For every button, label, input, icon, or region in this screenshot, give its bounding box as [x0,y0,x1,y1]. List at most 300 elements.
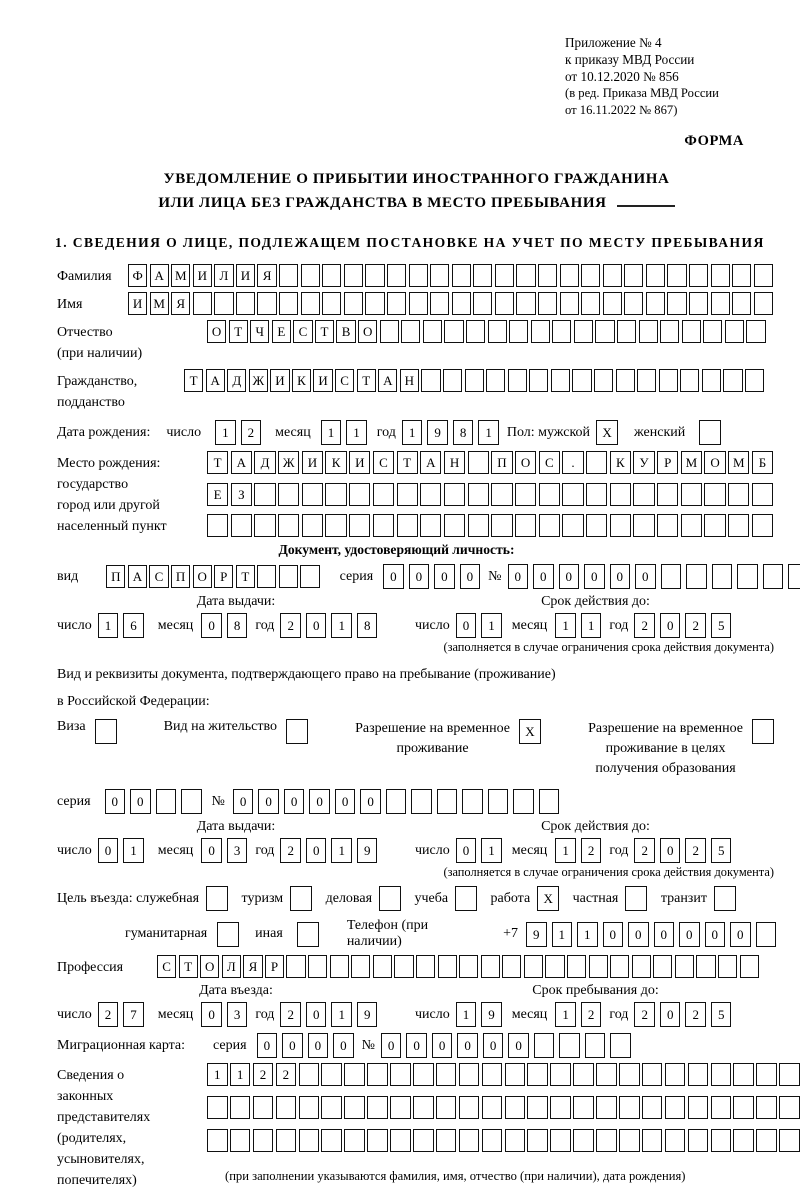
char-cell[interactable] [279,264,298,287]
char-cell[interactable]: Р [214,565,233,588]
char-cell[interactable]: С [149,565,168,588]
char-cell[interactable]: С [157,955,176,978]
char-cell[interactable] [452,264,471,287]
char-cell[interactable]: 1 [552,922,573,947]
char-cell[interactable] [779,1129,800,1152]
char-cell[interactable] [567,955,586,978]
char-cell[interactable] [538,292,557,315]
char-cell[interactable] [737,564,758,589]
char-cell[interactable]: М [681,451,702,474]
char-cell[interactable] [253,1096,274,1119]
char-cell[interactable]: 5 [711,838,732,863]
char-cell[interactable] [539,789,560,814]
char-cell[interactable] [301,264,320,287]
char-cell[interactable] [276,1129,297,1152]
char-cell[interactable]: Ф [128,264,147,287]
char-cell[interactable] [527,1063,548,1086]
char-cell[interactable] [552,320,571,343]
char-cell[interactable] [217,922,239,947]
char-cell[interactable]: 2 [280,613,301,638]
char-cell[interactable] [436,1129,457,1152]
char-cell[interactable] [665,1096,686,1119]
char-cell[interactable] [515,483,536,506]
char-cell[interactable] [702,369,721,392]
char-cell[interactable]: Л [222,955,241,978]
char-cell[interactable]: 5 [711,1002,732,1027]
char-cell[interactable]: Ж [278,451,299,474]
char-cell[interactable]: 2 [581,838,602,863]
char-cell[interactable] [505,1096,526,1119]
char-cell[interactable]: 0 [635,564,656,589]
char-cell[interactable] [653,955,672,978]
char-cell[interactable] [465,369,484,392]
char-cell[interactable] [545,955,564,978]
char-cell[interactable] [704,483,725,506]
char-cell[interactable] [688,1063,709,1086]
char-cell[interactable] [573,1096,594,1119]
char-cell[interactable]: Н [444,451,465,474]
char-cell[interactable] [550,1096,571,1119]
char-cell[interactable] [214,292,233,315]
char-cell[interactable]: И [128,292,147,315]
char-cell[interactable] [420,483,441,506]
char-cell[interactable]: 0 [105,789,126,814]
char-cell[interactable] [365,292,384,315]
char-cell[interactable] [379,886,401,911]
char-cell[interactable]: Я [171,292,190,315]
char-cell[interactable]: О [207,320,226,343]
char-cell[interactable] [436,1096,457,1119]
char-cell[interactable] [513,789,534,814]
char-cell[interactable] [181,789,202,814]
char-cell[interactable]: 0 [457,1033,478,1058]
char-cell[interactable]: О [358,320,377,343]
char-cell[interactable]: Т [207,451,228,474]
char-cell[interactable] [297,922,319,947]
char-cell[interactable]: 0 [98,838,119,863]
char-cell[interactable]: 0 [306,838,327,863]
char-cell[interactable] [279,292,298,315]
char-cell[interactable] [207,1129,228,1152]
char-cell[interactable] [502,955,521,978]
char-cell[interactable] [529,369,548,392]
char-cell[interactable] [413,1063,434,1086]
char-cell[interactable] [409,264,428,287]
char-cell[interactable]: 1 [98,613,119,638]
char-cell[interactable]: 0 [284,789,305,814]
char-cell[interactable] [711,292,730,315]
char-cell[interactable]: А [206,369,225,392]
char-cell[interactable] [505,1129,526,1152]
char-cell[interactable] [539,514,560,537]
char-cell[interactable] [279,565,298,588]
char-cell[interactable] [616,369,635,392]
char-cell[interactable]: С [293,320,312,343]
char-cell[interactable] [373,955,392,978]
char-cell[interactable] [574,320,593,343]
char-cell[interactable] [421,369,440,392]
char-cell[interactable]: 1 [321,420,342,445]
char-cell[interactable] [299,1129,320,1152]
char-cell[interactable] [430,264,449,287]
char-cell[interactable] [560,292,579,315]
char-cell[interactable]: 1 [481,838,502,863]
char-cell[interactable] [642,1096,663,1119]
char-cell[interactable] [254,483,275,506]
char-cell[interactable] [610,1033,631,1058]
char-cell[interactable]: Р [657,451,678,474]
char-cell[interactable] [728,514,749,537]
char-cell[interactable] [390,1096,411,1119]
char-cell[interactable] [586,483,607,506]
char-cell[interactable]: 0 [460,564,481,589]
char-cell[interactable] [325,483,346,506]
char-cell[interactable] [413,1096,434,1119]
char-cell[interactable] [718,955,737,978]
char-cell[interactable] [756,1129,777,1152]
char-cell[interactable]: 2 [685,1002,706,1027]
char-cell[interactable]: 0 [508,564,529,589]
char-cell[interactable] [299,1096,320,1119]
char-cell[interactable]: 9 [357,1002,378,1027]
char-cell[interactable] [459,955,478,978]
char-cell[interactable] [455,886,477,911]
char-cell[interactable] [231,514,252,537]
char-cell[interactable]: 6 [123,613,144,638]
char-cell[interactable] [752,514,773,537]
char-cell[interactable] [508,369,527,392]
char-cell[interactable] [206,886,228,911]
char-cell[interactable] [524,955,543,978]
char-cell[interactable]: 0 [360,789,381,814]
char-cell[interactable] [538,264,557,287]
char-cell[interactable] [585,1033,606,1058]
char-cell[interactable]: Ж [249,369,268,392]
char-cell[interactable] [610,514,631,537]
char-cell[interactable]: К [610,451,631,474]
char-cell[interactable]: Т [357,369,376,392]
char-cell[interactable] [619,1063,640,1086]
char-cell[interactable] [711,1129,732,1152]
char-cell[interactable]: И [302,451,323,474]
char-cell[interactable] [488,789,509,814]
char-cell[interactable] [321,1096,342,1119]
char-cell[interactable]: О [515,451,536,474]
char-cell[interactable] [253,1129,274,1152]
char-cell[interactable] [367,1129,388,1152]
char-cell[interactable]: О [704,451,725,474]
char-cell[interactable]: 0 [660,1002,681,1027]
char-cell[interactable] [482,1096,503,1119]
char-cell[interactable] [290,886,312,911]
char-cell[interactable]: У [633,451,654,474]
char-cell[interactable]: А [231,451,252,474]
char-cell[interactable]: 0 [335,789,356,814]
char-cell[interactable]: Т [315,320,334,343]
char-cell[interactable]: X [596,420,618,445]
char-cell[interactable] [321,1063,342,1086]
char-cell[interactable] [444,483,465,506]
char-cell[interactable]: 0 [308,1033,329,1058]
char-cell[interactable] [756,1063,777,1086]
char-cell[interactable] [660,320,679,343]
char-cell[interactable] [491,514,512,537]
char-cell[interactable]: 0 [409,564,430,589]
char-cell[interactable] [711,264,730,287]
char-cell[interactable] [594,369,613,392]
char-cell[interactable]: 0 [628,922,649,947]
char-cell[interactable]: Б [752,451,773,474]
char-cell[interactable]: 1 [346,420,367,445]
char-cell[interactable]: 5 [711,613,732,638]
char-cell[interactable] [642,1063,663,1086]
char-cell[interactable]: . [562,451,583,474]
char-cell[interactable] [301,292,320,315]
char-cell[interactable] [642,1129,663,1152]
char-cell[interactable]: 0 [282,1033,303,1058]
char-cell[interactable] [394,955,413,978]
char-cell[interactable] [646,264,665,287]
char-cell[interactable] [625,886,647,911]
char-cell[interactable] [562,483,583,506]
char-cell[interactable] [763,564,784,589]
char-cell[interactable]: 1 [555,613,576,638]
char-cell[interactable] [207,514,228,537]
char-cell[interactable] [665,1063,686,1086]
char-cell[interactable]: 0 [559,564,580,589]
char-cell[interactable]: 0 [730,922,751,947]
char-cell[interactable] [688,1129,709,1152]
char-cell[interactable]: 1 [207,1063,228,1086]
char-cell[interactable] [596,1063,617,1086]
char-cell[interactable] [573,1063,594,1086]
char-cell[interactable] [704,514,725,537]
char-cell[interactable]: 3 [227,1002,248,1027]
char-cell[interactable] [380,320,399,343]
char-cell[interactable] [444,514,465,537]
char-cell[interactable] [397,514,418,537]
char-cell[interactable] [733,1096,754,1119]
char-cell[interactable]: 0 [306,1002,327,1027]
char-cell[interactable] [409,292,428,315]
char-cell[interactable]: 0 [660,838,681,863]
char-cell[interactable] [711,1096,732,1119]
char-cell[interactable] [423,320,442,343]
char-cell[interactable] [779,1096,800,1119]
char-cell[interactable]: А [420,451,441,474]
char-cell[interactable] [411,789,432,814]
char-cell[interactable] [550,1129,571,1152]
char-cell[interactable]: 0 [201,1002,222,1027]
char-cell[interactable] [207,1096,228,1119]
char-cell[interactable] [688,1096,709,1119]
char-cell[interactable] [732,264,751,287]
char-cell[interactable] [299,1063,320,1086]
char-cell[interactable] [665,1129,686,1152]
char-cell[interactable] [740,955,759,978]
char-cell[interactable] [344,264,363,287]
char-cell[interactable] [733,1063,754,1086]
char-cell[interactable]: 1 [331,1002,352,1027]
char-cell[interactable]: Ч [250,320,269,343]
char-cell[interactable] [646,292,665,315]
char-cell[interactable]: 0 [201,838,222,863]
char-cell[interactable] [746,320,765,343]
char-cell[interactable] [573,1129,594,1152]
char-cell[interactable] [703,320,722,343]
char-cell[interactable] [351,955,370,978]
char-cell[interactable] [390,1129,411,1152]
char-cell[interactable] [617,320,636,343]
char-cell[interactable]: Н [400,369,419,392]
char-cell[interactable]: Е [272,320,291,343]
char-cell[interactable] [438,955,457,978]
char-cell[interactable] [603,292,622,315]
char-cell[interactable] [559,1033,580,1058]
char-cell[interactable] [444,320,463,343]
char-cell[interactable]: 0 [584,564,605,589]
char-cell[interactable]: 2 [241,420,262,445]
char-cell[interactable]: Т [229,320,248,343]
char-cell[interactable]: 0 [383,564,404,589]
char-cell[interactable]: 0 [406,1033,427,1058]
char-cell[interactable] [711,1063,732,1086]
char-cell[interactable] [344,1129,365,1152]
char-cell[interactable]: К [325,451,346,474]
char-cell[interactable]: В [336,320,355,343]
char-cell[interactable] [286,719,308,744]
char-cell[interactable] [509,320,528,343]
char-cell[interactable] [321,1129,342,1152]
char-cell[interactable] [754,264,773,287]
char-cell[interactable]: 2 [634,1002,655,1027]
char-cell[interactable]: М [150,292,169,315]
char-cell[interactable] [527,1096,548,1119]
char-cell[interactable]: С [539,451,560,474]
char-cell[interactable] [156,789,177,814]
char-cell[interactable] [667,292,686,315]
char-cell[interactable]: Р [265,955,284,978]
char-cell[interactable] [754,292,773,315]
char-cell[interactable] [401,320,420,343]
char-cell[interactable]: 1 [402,420,423,445]
char-cell[interactable]: 0 [333,1033,354,1058]
char-cell[interactable]: 0 [306,613,327,638]
char-cell[interactable] [560,264,579,287]
char-cell[interactable] [689,292,708,315]
char-cell[interactable]: 1 [478,420,499,445]
char-cell[interactable] [95,719,117,744]
char-cell[interactable] [308,955,327,978]
char-cell[interactable] [610,955,629,978]
char-cell[interactable] [539,483,560,506]
char-cell[interactable] [373,514,394,537]
char-cell[interactable]: О [193,565,212,588]
char-cell[interactable]: X [537,886,559,911]
char-cell[interactable] [756,922,777,947]
char-cell[interactable] [325,514,346,537]
char-cell[interactable]: 9 [357,838,378,863]
char-cell[interactable] [387,264,406,287]
char-cell[interactable] [278,514,299,537]
char-cell[interactable]: 0 [258,789,279,814]
char-cell[interactable]: Т [179,955,198,978]
char-cell[interactable] [488,320,507,343]
char-cell[interactable] [714,886,736,911]
char-cell[interactable] [562,514,583,537]
char-cell[interactable] [732,292,751,315]
char-cell[interactable]: О [200,955,219,978]
char-cell[interactable] [657,483,678,506]
char-cell[interactable] [330,955,349,978]
char-cell[interactable] [682,320,701,343]
char-cell[interactable]: 0 [309,789,330,814]
char-cell[interactable] [416,955,435,978]
char-cell[interactable] [619,1096,640,1119]
char-cell[interactable] [302,514,323,537]
char-cell[interactable]: 2 [280,838,301,863]
char-cell[interactable] [680,369,699,392]
char-cell[interactable]: А [128,565,147,588]
char-cell[interactable]: 2 [634,838,655,863]
char-cell[interactable] [633,514,654,537]
char-cell[interactable] [586,451,607,474]
char-cell[interactable] [681,483,702,506]
char-cell[interactable]: 2 [253,1063,274,1086]
char-cell[interactable] [387,292,406,315]
char-cell[interactable]: 8 [227,613,248,638]
char-cell[interactable] [390,1063,411,1086]
char-cell[interactable] [752,719,774,744]
char-cell[interactable] [637,369,656,392]
char-cell[interactable] [689,264,708,287]
char-cell[interactable]: X [519,719,541,744]
char-cell[interactable]: 9 [481,1002,502,1027]
char-cell[interactable]: С [373,451,394,474]
char-cell[interactable] [468,514,489,537]
char-cell[interactable]: 1 [555,838,576,863]
char-cell[interactable]: 0 [483,1033,504,1058]
char-cell[interactable] [230,1129,251,1152]
char-cell[interactable] [466,320,485,343]
char-cell[interactable]: Л [214,264,233,287]
char-cell[interactable]: 8 [357,613,378,638]
char-cell[interactable]: 2 [98,1002,119,1027]
char-cell[interactable] [633,483,654,506]
char-cell[interactable] [482,1063,503,1086]
char-cell[interactable] [551,369,570,392]
char-cell[interactable] [482,1129,503,1152]
char-cell[interactable] [230,1096,251,1119]
char-cell[interactable] [373,483,394,506]
char-cell[interactable]: 2 [634,613,655,638]
char-cell[interactable]: 0 [654,922,675,947]
char-cell[interactable] [516,264,535,287]
char-cell[interactable]: 1 [555,1002,576,1027]
char-cell[interactable] [302,483,323,506]
char-cell[interactable]: П [106,565,125,588]
char-cell[interactable]: П [491,451,512,474]
char-cell[interactable] [300,565,319,588]
char-cell[interactable] [367,1096,388,1119]
char-cell[interactable]: 0 [610,564,631,589]
char-cell[interactable] [386,789,407,814]
char-cell[interactable] [349,514,370,537]
char-cell[interactable] [657,514,678,537]
char-cell[interactable] [443,369,462,392]
char-cell[interactable] [610,483,631,506]
char-cell[interactable] [788,564,800,589]
